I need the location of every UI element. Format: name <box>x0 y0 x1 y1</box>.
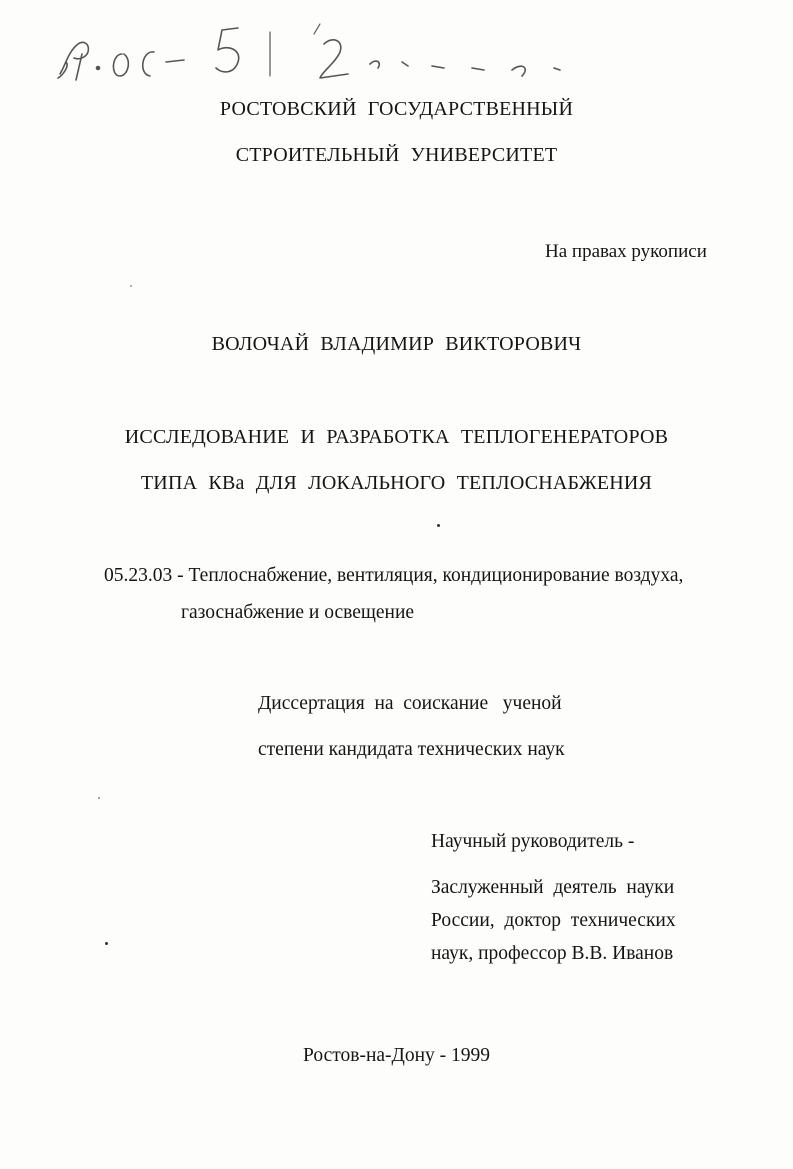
dissertation-title-line2: ТИПА КВа ДЛЯ ЛОКАЛЬНОГО ТЕПЛОСНАБЖЕНИЯ <box>140 472 653 494</box>
specialty-code-line1: 05.23.03 - Теплоснабжение, вентиляция, кондиционирование воздуха, <box>104 565 684 586</box>
author-name: ВОЛОЧАЙ ВЛАДИМИР ВИКТОРОВИЧ <box>211 333 582 355</box>
scan-speck <box>105 942 108 945</box>
university-name-line2: СТРОИТЕЛЬНЫЙ УНИВЕРСИТЕТ <box>235 144 558 166</box>
manuscript-rights-note: На правах рукописи <box>545 241 707 262</box>
scan-speck <box>130 285 132 287</box>
supervisor-line3: наук, профессор В.В. Иванов <box>431 943 674 964</box>
scan-speck <box>437 524 440 527</box>
specialty-code-line2: газоснабжение и освещение <box>181 602 415 623</box>
university-name-line1: РОСТОВСКИЙ ГОСУДАРСТВЕННЫЙ <box>219 98 574 120</box>
degree-statement-line2: степени кандидата технических наук <box>258 739 565 760</box>
dissertation-title-line1: ИССЛЕДОВАНИЕ И РАЗРАБОТКА ТЕПЛОГЕНЕРАТОРОВ <box>124 426 669 448</box>
degree-statement-line1: Диссертация на соискание ученой <box>258 693 562 714</box>
supervisor-line2: России, доктор технических <box>431 910 676 931</box>
city-and-year: Ростов-на-Дону - 1999 <box>302 1045 491 1066</box>
scan-speck <box>98 797 100 799</box>
supervisor-line1: Заслуженный деятель науки <box>431 877 675 898</box>
handwritten-archive-mark <box>52 14 572 94</box>
supervisor-heading: Научный руководитель - <box>431 831 635 852</box>
